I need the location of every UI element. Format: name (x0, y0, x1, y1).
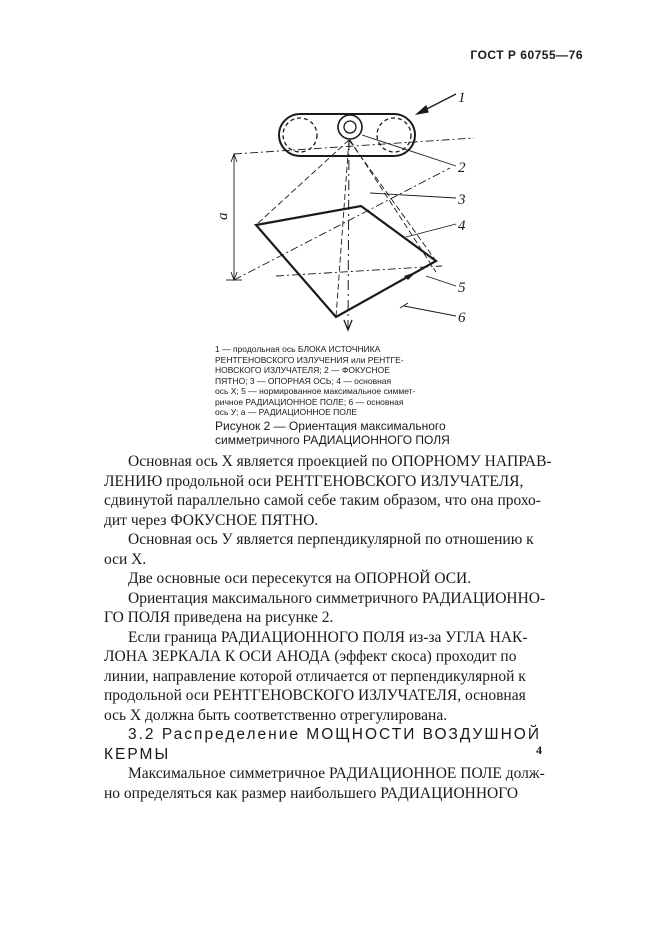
focal-spot-inner (344, 121, 356, 133)
figure-label-2: 2 (458, 160, 466, 176)
figure-diagram (212, 80, 482, 345)
document-header: ГОСТ Р 60755—76 (470, 48, 583, 62)
paragraph-line: Если граница РАДИАЦИОННОГО ПОЛЯ из-за УГЛА НАК- (128, 628, 528, 646)
figure-label-1: 1 (458, 90, 466, 106)
tube-left-circle (283, 118, 317, 152)
figure-caption (215, 419, 450, 447)
paragraph-line: сдвинутой параллельно самой себе таким образом, что она прохо- (104, 492, 541, 509)
paragraph-line: линии, направление которой отличается от перпендикулярной к (104, 667, 526, 685)
leader-4 (406, 224, 456, 237)
paragraph-line: оси Х. (104, 550, 147, 568)
body-text (104, 452, 576, 803)
paragraph-line: Ориентация максимального симметричного РАДИАЦИОННО- (128, 589, 546, 607)
legend-line: РЕНТГЕНОВСКОГО ИЗЛУЧЕНИЯ или РЕНТГЕ- (215, 354, 404, 365)
reference-axis (348, 140, 349, 328)
legend-line: ось X; 5 — нормированное максимальное симмет- (215, 386, 416, 396)
figure-label-3: 3 (458, 192, 466, 208)
leader-5 (426, 276, 456, 286)
figure-label-a: a (215, 212, 231, 220)
figure-label-6: 6 (458, 310, 466, 326)
paragraph-line: но определяться как размер наибольшего РАДИАЦИОННОГО (104, 784, 519, 802)
page-number: 4 (536, 743, 542, 757)
leader-6 (404, 306, 456, 316)
legend-line: ричное РАДИАЦИОННОЕ ПОЛЕ; 6 — основная (215, 396, 404, 407)
figure-legend (215, 344, 441, 418)
figure-label-4: 4 (458, 218, 466, 234)
section-heading: КЕРМЫ (104, 745, 171, 763)
legend-line: ПЯТНО; 3 — ОПОРНАЯ ОСЬ; 4 — основная (215, 375, 392, 386)
leader-2 (362, 135, 456, 166)
paragraph-line: Максимальное симметричное РАДИАЦИОННОЕ ПОЛЕ долж- (128, 765, 545, 782)
focal-spot-outer (338, 115, 362, 139)
paragraph-line: ось Х должна быть соответственно отрегулирована. (104, 706, 448, 724)
paragraph-line: продольной оси РЕНТГЕНОВСКОГО ИЗЛУЧАТЕЛЯ, основная (104, 687, 526, 704)
paragraph-line: ЛОНА ЗЕРКАЛА К ОСИ АНОДА (эффект скоса) проходит по (104, 648, 517, 665)
section-heading: 3.2 Распределение МОЩНОСТИ ВОЗДУШНОЙ (128, 726, 541, 743)
paragraph-line: Основная ось У является перпендикулярной по отношению к (128, 531, 534, 548)
figure-label-5: 5 (458, 280, 466, 296)
caption-line: Рисунок 2 — Ориентация максимального (215, 419, 446, 433)
radiation-field (256, 206, 436, 317)
paragraph-line: Основная ось Х является проекцией по ОПОРНОМУ НАПРАВ- (128, 453, 552, 470)
paragraph-line: дит через ФОКУСНОЕ ПЯТНО. (104, 511, 319, 529)
legend-line: ось У; а — РАДИАЦИОННОЕ ПОЛЕ (215, 407, 358, 417)
tube-longitudinal-axis (234, 138, 474, 154)
caption-line: симметричного РАДИАЦИОННОГО ПОЛЯ (215, 433, 450, 447)
tube-right-circle (377, 118, 411, 152)
leader-3 (370, 193, 456, 198)
legend-line: НОВСКОГО ИЗЛУЧАТЕЛЯ; 2 — ФОКУСНОЕ (215, 365, 390, 375)
paragraph-line: Две основные оси пересекутся на ОПОРНОЙ ОСИ. (128, 570, 472, 587)
legend-line: 1 — продольная ось БЛОКА ИСТОЧНИКА (215, 344, 381, 354)
paragraph-line: ЛЕНИЮ продольной оси РЕНТГЕНОВСКОГО ИЗЛУЧАТЕЛЯ, (104, 472, 524, 490)
paragraph-line: ГО ПОЛЯ приведена на рисунке 2. (104, 609, 334, 626)
